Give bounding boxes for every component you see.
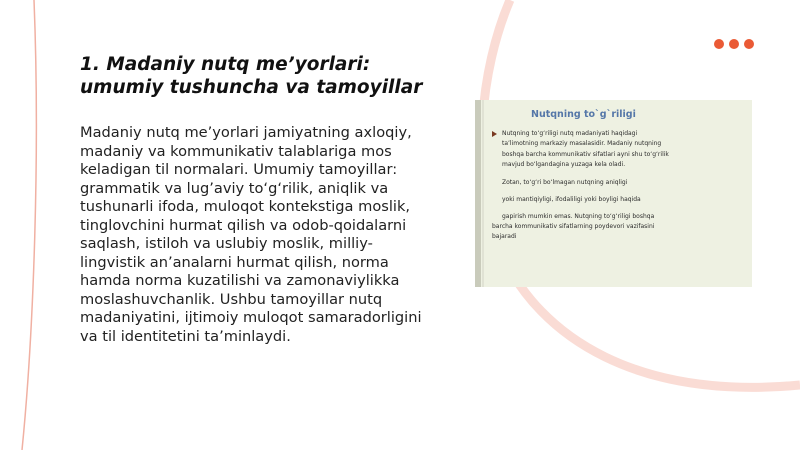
image-text-line: ta’limotning markaziy masalasidir. Madaniy nutqning xyxy=(502,140,662,147)
slide-menu-dots xyxy=(714,39,754,49)
image-text-line: mavjud bo‘lgandagina yuzaga kela oladi. xyxy=(502,161,626,168)
image-text-line: Zotan, to‘g‘ri bo‘lmagan nutqning aniqligi xyxy=(502,179,628,186)
dot-icon xyxy=(714,39,724,49)
dot-icon xyxy=(744,39,754,49)
slide-body-text: Madaniy nutq me’yorlari jamiyatning axloqiy, madaniy va kommunikativ talablariga mos keladigan til normalari. Umumiy tamoyillar: grammatik va lug’aviy to‘g‘rilik, aniqlik va tushunarli ifoda, muloqot kontekstiga moslik, tinglovchini hurmat qilish va odob-qoidalarni saqlash, istiloh va uslubiy moslik, milliy-lingvistik an’analarni hurmat qilish, norma hamda norma kuzatilishi va zamonaviylikka moslashuvchanlik. Ushbu tamoyillar nutq madaniyatini, ijtimoiy muloqot samaradorligini va til identitetini ta’minlaydi. xyxy=(80,124,422,345)
image-text-line: bajaradi xyxy=(492,233,517,240)
image-text-line: yoki mantiqiyligi, ifodaliligi yoki boyligi haqida xyxy=(502,196,641,203)
image-text-line: barcha kommunikativ sifatlarning poydevori vazifasini xyxy=(492,223,655,230)
image-text-line: gapirish mumkin emas. Nutqning to‘g‘riligi boshqa xyxy=(502,213,655,220)
image-title: Nutqning to`g`riligi xyxy=(531,109,636,120)
dot-icon xyxy=(729,39,739,49)
left-arc-line xyxy=(22,0,36,450)
embedded-slide-image xyxy=(475,100,752,287)
image-text-line: Nutqning to‘g‘riligi nutq madaniyati haqidagi xyxy=(502,130,638,137)
bullet-arrow-icon xyxy=(492,131,497,137)
slide-title: 1. Madaniy nutq me’yorlari: umumiy tushuncha va tamoyillar xyxy=(80,54,423,98)
image-text-line: boshqa barcha kommunikativ sifatlari ayni shu to‘g‘rilik xyxy=(502,151,669,158)
image-sidebar-bar xyxy=(475,100,481,287)
image-sidebar-bar xyxy=(482,100,484,287)
